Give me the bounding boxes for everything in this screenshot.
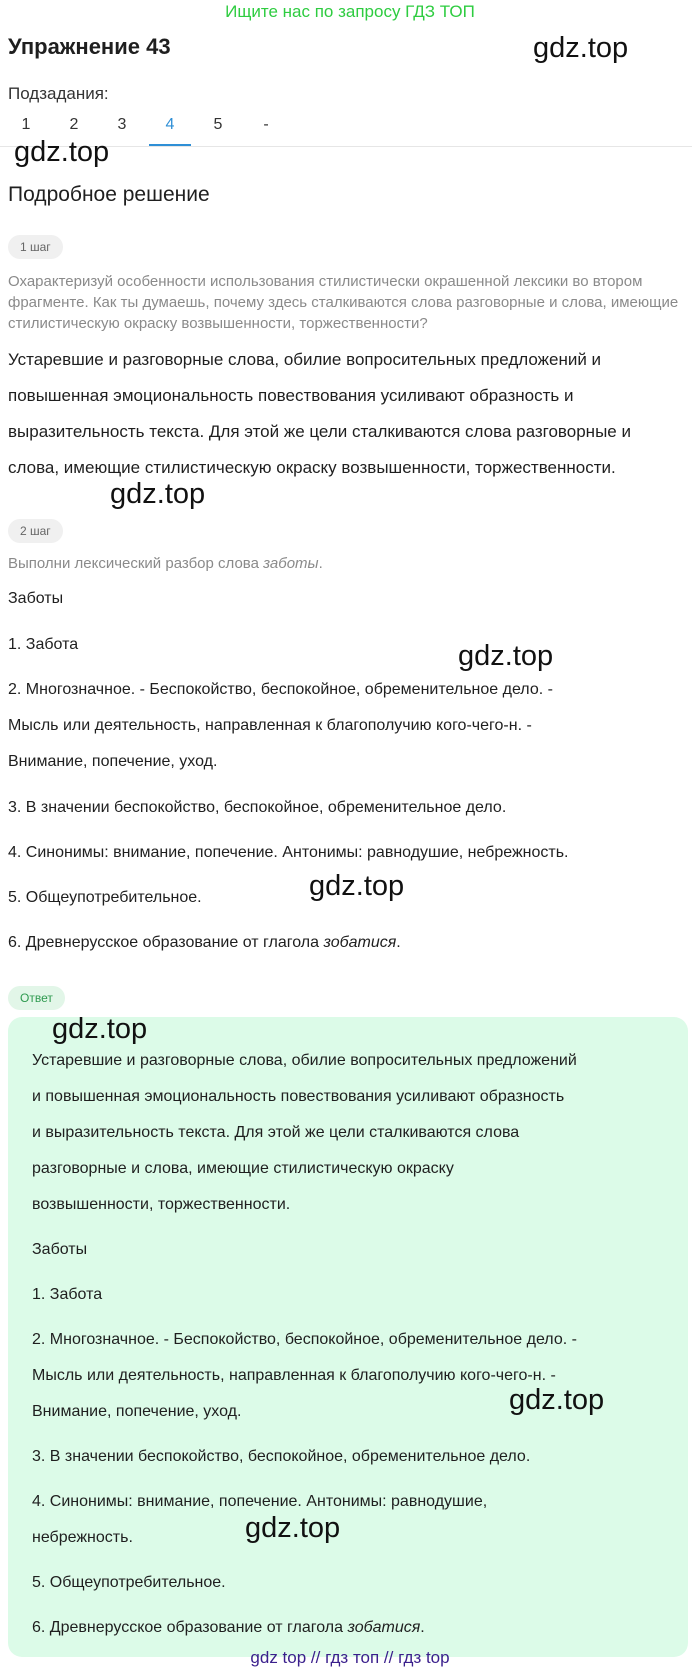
exercise-title: Упражнение 43 xyxy=(8,34,171,59)
tab-3[interactable]: 3 xyxy=(117,116,127,133)
tab-4[interactable]: 4 xyxy=(149,112,191,146)
answer-line: разговорные и слова, имеющие стилистическую окраску xyxy=(32,1160,454,1177)
tab-dash[interactable]: - xyxy=(263,116,269,133)
step1-line: выразительность текста. Для этой же цели сталкиваются слова разговорные и xyxy=(8,422,631,441)
analysis-item: 6. Древнерусское образование от глагола зобатися. xyxy=(8,934,401,951)
analysis-item: 2. Многозначное. - Беспокойство, беспокойное, обременительное дело. - xyxy=(8,681,553,698)
answer-item: небрежность. xyxy=(32,1529,133,1546)
watermark: gdz.top xyxy=(245,1512,341,1544)
answer-item: Внимание, попечение, уход. xyxy=(32,1403,242,1420)
answer-item: 3. В значении беспокойство, беспокойное, обременительное дело. xyxy=(32,1448,531,1465)
watermark: gdz.top xyxy=(14,136,110,168)
analysis-word: Заботы xyxy=(8,590,64,607)
analysis-item: 1. Забота xyxy=(8,636,79,653)
step-badge: 1 шаг xyxy=(8,235,63,259)
answer-item: 6. Древнерусское образование от глагола зобатися. xyxy=(32,1619,425,1636)
step1-line: слова, имеющие стилистическую окраску возвышенности, торжественности. xyxy=(8,458,616,477)
step1-line: Устаревшие и разговорные слова, обилие вопросительных предложений и xyxy=(8,350,602,369)
answer-item: 4. Синонимы: внимание, попечение. Антонимы: равнодушие, xyxy=(32,1493,488,1510)
analysis-item: Мысль или деятельность, направленная к благополучию кого-чего-н. - xyxy=(8,717,532,734)
watermark: gdz.top xyxy=(110,478,206,510)
analysis-item: 3. В значении беспокойство, беспокойное, обременительное дело. xyxy=(8,799,507,816)
answer-line: и повышенная эмоциональность повествования усиливают образность xyxy=(32,1088,565,1105)
tab-2[interactable]: 2 xyxy=(69,116,79,133)
top-banner: Ищите нас по запросу ГДЗ ТОП xyxy=(225,2,475,21)
step-question: Выполни лексический разбор слова заботы. xyxy=(8,555,323,572)
footer: gdz top // гдз топ // гдз top xyxy=(250,1648,450,1667)
step-question: Охарактеризуй особенности использования стилистически окрашенной лексики во втором фрагменте. Как ты думаешь, почему здесь сталкиваются слова разговорные и слова, имеющие стилистическую окраску возвышенности, торжественности? xyxy=(8,273,679,332)
answer-item: 5. Общеупотребительное. xyxy=(32,1574,226,1591)
answer-badge: Ответ xyxy=(8,986,65,1010)
watermark: gdz.top xyxy=(533,32,629,64)
watermark: gdz.top xyxy=(309,870,405,902)
answer-word: Заботы xyxy=(32,1241,88,1258)
answer-item: Мысль или деятельность, направленная к благополучию кого-чего-н. - xyxy=(32,1367,556,1384)
analysis-item: 4. Синонимы: внимание, попечение. Антонимы: равнодушие, небрежность. xyxy=(8,844,569,861)
watermark: gdz.top xyxy=(509,1384,605,1416)
step-badge: 2 шаг xyxy=(8,519,63,543)
subtasks-label: Подзадания: xyxy=(8,84,109,103)
answer-line: и выразительность текста. Для этой же цели сталкиваются слова xyxy=(32,1124,520,1141)
answer-line: Устаревшие и разговорные слова, обилие вопросительных предложений xyxy=(32,1052,577,1069)
analysis-item: Внимание, попечение, уход. xyxy=(8,753,218,770)
watermark: gdz.top xyxy=(458,640,554,672)
section-title: Подробное решение xyxy=(8,183,210,206)
answer-line: возвышенности, торжественности. xyxy=(32,1196,291,1213)
answer-item: 2. Многозначное. - Беспокойство, беспокойное, обременительное дело. - xyxy=(32,1331,577,1348)
step1-line: повышенная эмоциональность повествования усиливают образность и xyxy=(8,386,574,405)
analysis-item: 5. Общеупотребительное. xyxy=(8,889,202,906)
answer-item: 1. Забота xyxy=(32,1286,103,1303)
tab-1[interactable]: 1 xyxy=(21,116,31,133)
watermark: gdz.top xyxy=(52,1013,148,1045)
tab-5[interactable]: 5 xyxy=(213,116,223,133)
